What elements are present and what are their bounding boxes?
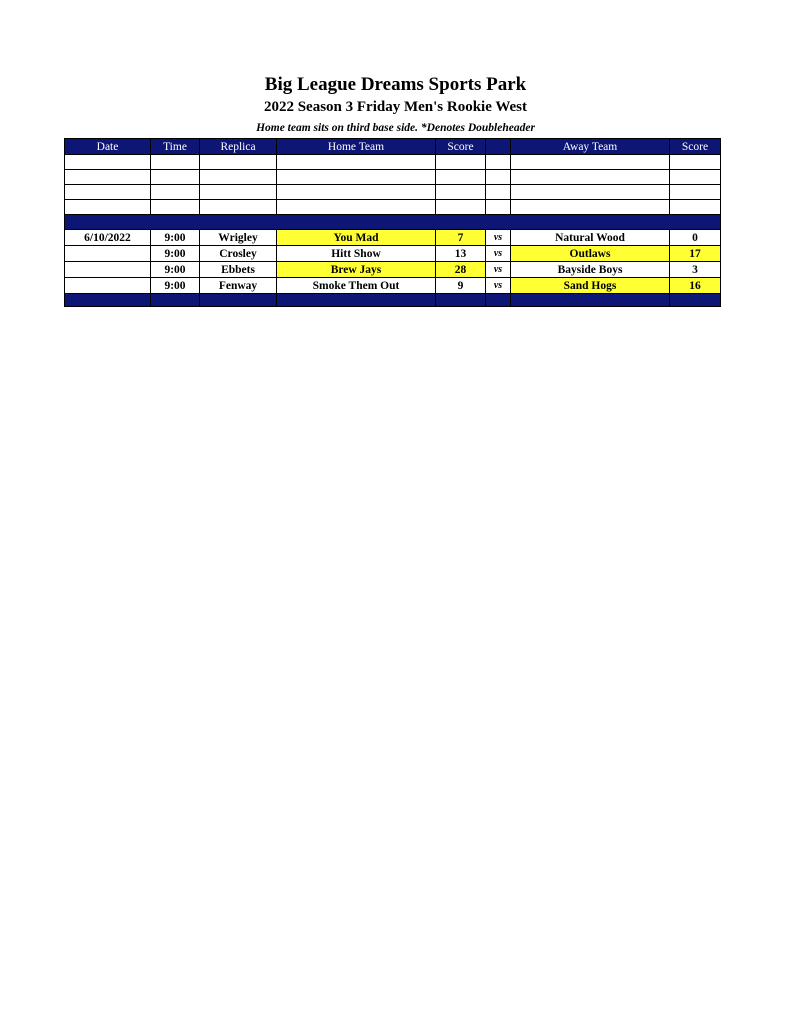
away-team: Natural Wood bbox=[511, 230, 670, 246]
away-score: 17 bbox=[670, 246, 721, 262]
page-title: Big League Dreams Sports Park bbox=[264, 74, 527, 95]
home-team: You Mad bbox=[277, 230, 436, 246]
away-team: Bayside Boys bbox=[511, 262, 670, 278]
column-header-away-team: Away Team bbox=[511, 139, 670, 155]
game-time: 9:00 bbox=[151, 262, 200, 278]
column-header-away-score: Score bbox=[670, 139, 721, 155]
schedule-table bbox=[64, 138, 721, 307]
column-header-home-team: Home Team bbox=[277, 139, 436, 155]
page-subtitle: 2022 Season 3 Friday Men's Rookie West bbox=[263, 99, 528, 115]
footer-row bbox=[65, 294, 721, 307]
home-score: 9 bbox=[436, 278, 486, 294]
game-replica: Crosley bbox=[200, 246, 277, 262]
game-row bbox=[65, 246, 721, 262]
page-note: Home team sits on third base side. *Denotes Doubleheader bbox=[256, 122, 535, 134]
empty-row bbox=[65, 170, 721, 185]
away-score: 3 bbox=[670, 262, 721, 278]
header-row bbox=[65, 139, 721, 155]
away-score: 0 bbox=[670, 230, 721, 246]
column-header-replica: Replica bbox=[200, 139, 277, 155]
column-header-time: Time bbox=[151, 139, 200, 155]
game-date bbox=[65, 278, 151, 294]
home-team: Hitt Show bbox=[277, 246, 436, 262]
game-replica: Ebbets bbox=[200, 262, 277, 278]
home-team: Brew Jays bbox=[277, 262, 436, 278]
empty-row bbox=[65, 155, 721, 170]
home-score: 28 bbox=[436, 262, 486, 278]
game-row bbox=[65, 262, 721, 278]
vs-label: vs bbox=[486, 278, 511, 294]
column-header-date: Date bbox=[65, 139, 151, 155]
separator-row bbox=[65, 215, 721, 230]
game-date bbox=[65, 262, 151, 278]
away-team: Sand Hogs bbox=[511, 278, 670, 294]
game-row bbox=[65, 278, 721, 294]
vs-label: vs bbox=[486, 262, 511, 278]
home-team: Smoke Them Out bbox=[277, 278, 436, 294]
game-row bbox=[65, 230, 721, 246]
vs-label: vs bbox=[486, 246, 511, 262]
empty-row bbox=[65, 200, 721, 215]
empty-row bbox=[65, 185, 721, 200]
game-replica: Fenway bbox=[200, 278, 277, 294]
game-date bbox=[65, 246, 151, 262]
game-time: 9:00 bbox=[151, 278, 200, 294]
column-header-vs bbox=[486, 139, 511, 155]
vs-label: vs bbox=[486, 230, 511, 246]
game-time: 9:00 bbox=[151, 246, 200, 262]
home-score: 13 bbox=[436, 246, 486, 262]
away-team: Outlaws bbox=[511, 246, 670, 262]
game-date: 6/10/2022 bbox=[65, 230, 151, 246]
away-score: 16 bbox=[670, 278, 721, 294]
game-time: 9:00 bbox=[151, 230, 200, 246]
home-score: 7 bbox=[436, 230, 486, 246]
game-replica: Wrigley bbox=[200, 230, 277, 246]
column-header-home-score: Score bbox=[436, 139, 486, 155]
